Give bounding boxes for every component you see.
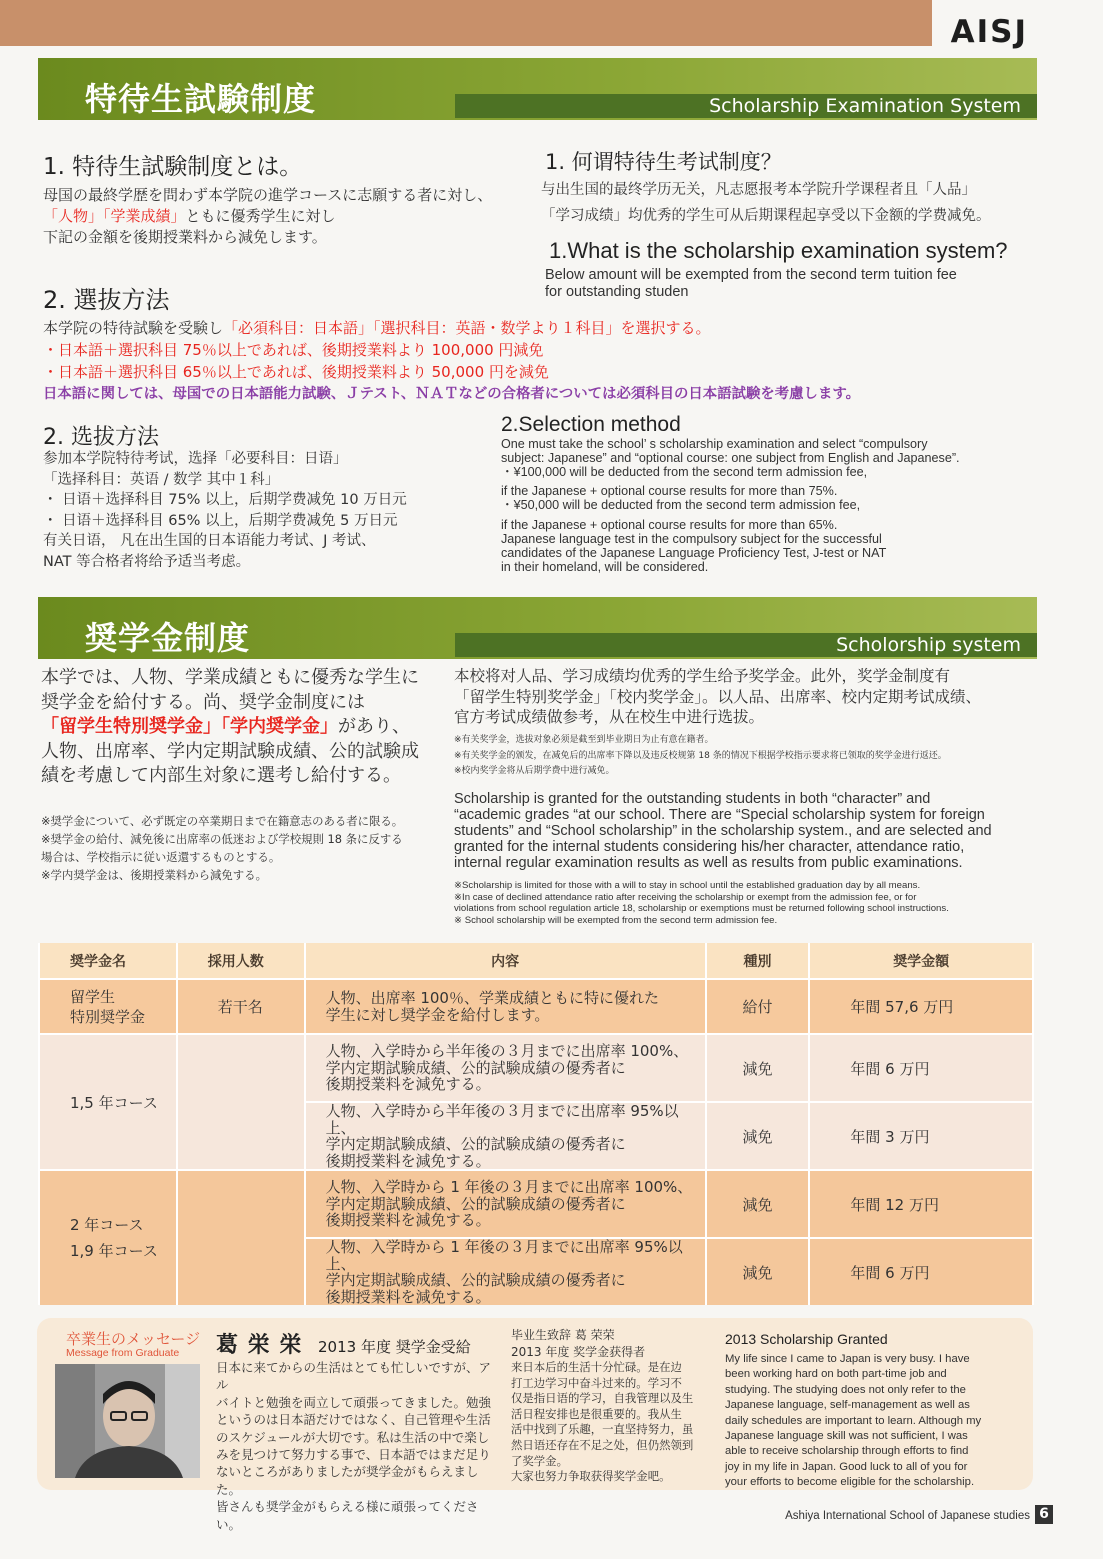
text-line: Japanese language test in the compulsory subject for the successful xyxy=(501,532,882,546)
text-line: 学内定期試験成績、公的試験成績の優秀者に xyxy=(325,1135,626,1153)
cell-amount: 年間 6 万円 xyxy=(809,1034,1033,1102)
text-line: Japanese language skill was not sufficient, I was xyxy=(725,1430,968,1443)
text-line: 母国の最終学歴を問わず本学院の進学コースに志願する者に対し、 xyxy=(43,186,493,204)
section-title-scholarship-exam: 特待生試験制度 xyxy=(85,80,317,118)
text-line: 後期授業料を減免する。 xyxy=(325,1287,491,1306)
text-line: in their homeland, will be considered. xyxy=(501,560,709,574)
table-row xyxy=(39,1170,1033,1238)
text-line: 皆さんも奨学金がもらえる様に頑張ってください。 xyxy=(216,1499,479,1532)
text-line: 本校将对人品、学习成绩均优秀的学生给予奖学金。此外，奖学金制度有 xyxy=(454,667,951,685)
paragraph-what-is-ja xyxy=(43,185,538,248)
cell-content xyxy=(305,1034,706,1102)
cell-content xyxy=(305,1102,706,1170)
text-line: 活中找到了乐趣，一直坚持努力，虽 xyxy=(511,1422,694,1437)
text-line: 学内定期試験成績、公的試験成績の優秀者に xyxy=(325,1271,626,1289)
text-span: 本学院の特待試験を受験し xyxy=(43,319,224,337)
col-header-name: 奨学金名 xyxy=(39,943,177,979)
cell-count xyxy=(177,1170,305,1305)
footer-school-name: Ashiya International School of Japanese studies xyxy=(785,1510,1030,1522)
text-line: Scholarship is granted for the outstanding students in both “character” and xyxy=(454,791,931,807)
text-line: ないところがありましたが奨学金がもらえました。 xyxy=(216,1464,479,1497)
text-line: ・¥100,000 will be deducted from the second term admission fee, xyxy=(501,465,868,479)
text-line: 学内定期試験成績、公的試験成績の優秀者に xyxy=(325,1058,626,1077)
text-line: “academic grades “at our school. There are “Special scholarship system for foreign xyxy=(454,807,985,823)
text-line: subject: Japanese” and “optional course: one subject from English and Japanese”. xyxy=(501,451,960,465)
text-line: for outstanding studen xyxy=(545,284,689,300)
text-line: 毕业生致辞 葛 荣荣 xyxy=(511,1328,615,1342)
text-line: 人物、入学時から半年後の３月までに出席率 95%以上、 xyxy=(325,1102,679,1137)
text-line: 留学生 xyxy=(70,987,116,1006)
section-title-scholarship-system: 奨学金制度 xyxy=(85,619,251,657)
paragraph-selection-ja xyxy=(43,317,1083,405)
note-line: 場合は、学校指示に従い返還するものとする。 xyxy=(41,850,281,864)
text-line: 日本に来てからの生活はとても忙しいですが、アル xyxy=(216,1360,492,1393)
heading-what-is-ja: 1. 特待生試験制度とは。 xyxy=(43,154,303,180)
message-label-ja: 卒業生のメッセージ xyxy=(66,1330,201,1348)
message-text-en xyxy=(725,1352,1030,1491)
text-line: granted for the internal students considering his/her character, attendance ratio, xyxy=(454,839,965,855)
text-line: 人物、入学時から半年後の３月までに出席率 100%、 xyxy=(325,1042,689,1061)
message-label-en: Message from Graduate xyxy=(66,1347,180,1359)
col-header-type: 種別 xyxy=(706,943,810,979)
graduate-name: 葛 栄 栄 xyxy=(216,1333,303,1358)
text-line: Below amount will be exempted from the second term tuition fee xyxy=(545,267,957,283)
table-row xyxy=(39,1034,1033,1102)
top-color-band xyxy=(0,0,932,46)
text-line: 活日程安排也是很重要的。我从生 xyxy=(511,1406,682,1421)
text-line: 本学では、人物、学業成績ともに優秀な学生に xyxy=(41,667,419,688)
text-line: 有关日语， 凡在出生国的日本语能力考试、J 考试、 xyxy=(43,533,376,550)
note-line: ※奨学金について、必ず既定の卒業期日まで在籍意志のある者に限る。 xyxy=(41,814,404,828)
cell-count xyxy=(177,1034,305,1170)
cell-type: 減免 xyxy=(706,1238,810,1305)
heading-what-is-zh: 1. 何谓特待生考试制度？ xyxy=(545,150,782,174)
note-line: ※In case of declined attendance ratio after receiving the scholarship or exempt from the admission fee, or for xyxy=(454,891,917,903)
highlight-red: 「必須科目：日本語」「選択科目：英語・数学より１科目」を選択する。 xyxy=(223,319,711,337)
text-line: 績を考慮して内部生対象に選考し給付する。 xyxy=(41,765,401,786)
message-title-en: 2013 Scholarship Granted xyxy=(725,1331,888,1347)
text-line: 参加本学院特待考试，选择「必要科目：日语」 xyxy=(43,451,348,467)
text-line: 後期授業料を減免する。 xyxy=(325,1151,491,1170)
text-line: 「留学生特别奖学金」「校内奖学金」。以人品、出席率、校内定期考试成绩、 xyxy=(454,687,982,706)
heading-selection-ja: 2. 選抜方法 xyxy=(43,286,170,314)
text-line: バイトと勉強を両立して頑張ってきました。勉強 xyxy=(216,1394,492,1410)
text-line: 1,9 年コース xyxy=(70,1242,158,1260)
col-header-content: 内容 xyxy=(305,943,706,979)
notes-system-zh xyxy=(454,733,1054,780)
text-line: 下記の金額を後期授業料から減免します。 xyxy=(43,228,327,246)
text-line: 然日语还存在不足之处，但仍然领到 xyxy=(511,1437,694,1452)
heading-selection-zh: 2. 选拔方法 xyxy=(43,425,159,450)
scholarship-table xyxy=(38,943,1034,1305)
cell-name xyxy=(39,1170,177,1305)
text-line: 与出生国的最终学历无关，凡志愿报考本学院升学课程者且「人品」 xyxy=(541,182,976,198)
text-line: 官方考试成绩做参考，从在校生中进行选拔。 xyxy=(454,708,765,726)
heading-what-is-en: 1.What is the scholarship examination system? xyxy=(549,238,1008,263)
cell-count: 若干名 xyxy=(177,979,305,1034)
table-row xyxy=(39,979,1033,1034)
cell-content xyxy=(305,1170,706,1238)
highlight-red: 「人物」「学業成績」 xyxy=(43,207,186,225)
note-line: ※校内奖学金将从后期学费中进行减免。 xyxy=(454,766,615,776)
text-line: 奨学金を給付する。尚、奨学金制度には xyxy=(41,691,365,713)
note-line: ※ School scholarship will be exempted from the second term admission fee. xyxy=(454,914,778,926)
graduate-portrait-icon xyxy=(55,1364,200,1478)
text-line: 後期授業料を減免する。 xyxy=(325,1211,491,1230)
text-line: ・日本語＋選択科目 65％以上であれば、後期授業料より 50,000 円を減免 xyxy=(43,363,549,381)
paragraph-system-ja xyxy=(41,666,451,789)
paragraph-system-zh xyxy=(454,666,1054,728)
cell-content xyxy=(305,979,706,1034)
col-header-amount: 奨学金額 xyxy=(809,943,1033,979)
text-line: 学生に対し奨学金を給付します。 xyxy=(325,1005,550,1024)
text-line: 「学习成绩」均优秀的学生可从后期课程起享受以下金额的学费减免。 xyxy=(541,208,991,224)
heading-selection-en: 2.Selection method xyxy=(501,413,681,436)
section-subtitle-scholarship-exam: Scholarship Examination System xyxy=(455,94,1037,118)
cell-type: 減免 xyxy=(706,1034,810,1102)
text-line: 仅是指日语的学习，自我管理以及生 xyxy=(511,1391,694,1406)
table-header-row xyxy=(39,943,1033,979)
text-span: があり、 xyxy=(338,716,410,737)
text-line: studying. The studying does not only refer to the xyxy=(725,1383,966,1396)
text-line: your efforts to become eligible for the scholarship. xyxy=(725,1476,975,1489)
note-line: ※学内奨学金は、後期授業料から減免する。 xyxy=(41,868,267,882)
cell-amount: 年間 12 万円 xyxy=(809,1170,1033,1238)
page-number: 6 xyxy=(1035,1505,1053,1524)
text-line: 大家也努力争取获得奖学金吧。 xyxy=(511,1469,671,1484)
cell-name: 1,5 年コース xyxy=(39,1034,177,1170)
paragraph-system-en xyxy=(454,791,1054,871)
text-line: 打工边学习中奋斗过来的。学习不 xyxy=(511,1375,682,1390)
message-text-zh xyxy=(511,1360,711,1485)
note-line: ※Scholarship is limited for those with a will to stay in school until the established graduation day by all means. xyxy=(454,880,921,891)
text-line: students” and “School scholarship” in the scholarship system., and are selected and xyxy=(454,823,992,839)
granted-ja: 2013 年度 奨学金受給 xyxy=(318,1338,471,1356)
paragraph-what-is-zh xyxy=(541,177,1061,229)
text-line: のスケジュールが大切です。私は生活の中で楽し xyxy=(216,1429,490,1445)
cell-type: 減免 xyxy=(706,1102,810,1170)
text-line: able to receive scholarship through efforts to find xyxy=(725,1445,969,1458)
text-line: been working hard on both part-time job and xyxy=(725,1368,947,1381)
message-text-ja xyxy=(216,1359,501,1533)
graduate-photo xyxy=(55,1364,200,1478)
notes-system-ja xyxy=(41,812,451,884)
notes-system-en xyxy=(454,880,1054,926)
text-line: joy in my life in Japan. Good luck to all of you for xyxy=(725,1460,968,1473)
text-line: daily schedules are important to learn. Although my xyxy=(725,1414,982,1427)
text-line: candidates of the Japanese Language Proficiency Test, J-test or NAT xyxy=(501,546,887,560)
paragraph-selection-en xyxy=(501,437,1051,574)
cell-amount: 年間 57,6 万円 xyxy=(809,979,1033,1034)
text-line: NAT 等合格者将给予适当考虑。 xyxy=(43,553,251,570)
text-line xyxy=(41,715,451,740)
cell-type: 給付 xyxy=(706,979,810,1034)
text-line: 来日本后的生活十分忙碌。是在边 xyxy=(511,1360,682,1374)
text-line: 人物、出席率、学内定期試験成績、公的試験成 xyxy=(41,740,419,762)
text-line: 人物、入学時から 1 年後の３月までに出席率 95%以上、 xyxy=(325,1238,683,1273)
paragraph-selection-zh xyxy=(43,449,493,573)
section-subtitle-scholarship-system: Scholorship system xyxy=(455,633,1037,657)
note-line: ※有关奖学金，选拔对象必须是截至到毕业期日为止有意在籍者。 xyxy=(454,735,714,745)
text-line: というのは日本語だけではなく、自己管理や生活 xyxy=(216,1412,491,1428)
text-line: One must take the school’ s scholarship examination and select “compulsory xyxy=(501,437,928,451)
note-line: ※有关奖学金的颁发，在减免后的出席率下降以及违反校规第 18 条的情况下根据学校指示要求将已领取的奖学金进行返还。 xyxy=(454,750,947,761)
text-line: 学内定期試験成績、公的試験成績の優秀者に xyxy=(325,1194,626,1213)
text-line: internal regular examination results as well as results from public examinations. xyxy=(454,855,963,871)
text-line: 日本語に関しては、母国での日本語能力試験、Ｊテスト、ＮＡＴなどの合格者については必須科目の日本語試験を考慮します。 xyxy=(43,386,860,402)
text-line: Japanese language, self-management as well as xyxy=(725,1399,970,1412)
text-line: ・ 日语＋选择科目 65% 以上，后期学费减免 5 万日元 xyxy=(43,512,398,529)
text-line xyxy=(43,206,538,227)
text-line: 人物、出席率 100％、学業成績ともに特に優れた xyxy=(325,988,659,1007)
cell-amount: 年間 6 万円 xyxy=(809,1238,1033,1305)
cell-type: 減免 xyxy=(706,1170,810,1238)
cell-content xyxy=(305,1238,706,1305)
cell-name xyxy=(39,979,177,1034)
text-line: if the Japanese + optional course results for more than 65%. xyxy=(501,518,838,532)
message-title-zh xyxy=(511,1327,711,1362)
text-line: ・¥50,000 will be deducted from the second term admission fee, xyxy=(501,498,861,512)
text-line: 人物、入学時から 1 年後の３月までに出席率 100%、 xyxy=(325,1178,693,1197)
text-line: if the Japanese + optional course results for more than 75%. xyxy=(501,484,838,498)
text-line: ・日本語＋選択科目 75％以上であれば、後期授業料より 100,000 円減免 xyxy=(43,341,544,359)
text-line: 「选择科目：英语 / 数学 其中１科」 xyxy=(43,471,280,488)
text-line: 了奖学金。 xyxy=(511,1453,568,1468)
text-line: みを見つけて努力する事で、日本語ではまだ足り xyxy=(216,1447,491,1463)
text-line: 後期授業料を減免する。 xyxy=(325,1075,491,1094)
text-line: ・ 日语＋选择科目 75% 以上，后期学费减免 10 万日元 xyxy=(43,492,407,509)
col-header-count: 採用人数 xyxy=(177,943,305,979)
text-span: ともに優秀学生に対し xyxy=(185,207,336,225)
text-line: 2 年コース xyxy=(70,1216,144,1234)
highlight-red: 「留学生特別奨学金」「学内奨学金」 xyxy=(41,716,338,737)
note-line: violations from school regulation article 18, scholarship or exemptions must be returned following school instructions. xyxy=(454,903,949,914)
note-line: ※奨学金の給付、減免後に出席率の低迷および学校規則 18 条に反する xyxy=(41,832,403,846)
text-line: 2013 年度 奖学金获得者 xyxy=(511,1345,646,1360)
paragraph-what-is-en xyxy=(545,267,957,301)
text-line: 特別奨学金 xyxy=(70,1007,146,1026)
text-line xyxy=(43,317,1083,339)
text-line: My life since I came to Japan is very busy. I have xyxy=(725,1353,970,1365)
aisj-logo: AISJ xyxy=(950,14,1028,50)
cell-amount: 年間 3 万円 xyxy=(809,1102,1033,1170)
